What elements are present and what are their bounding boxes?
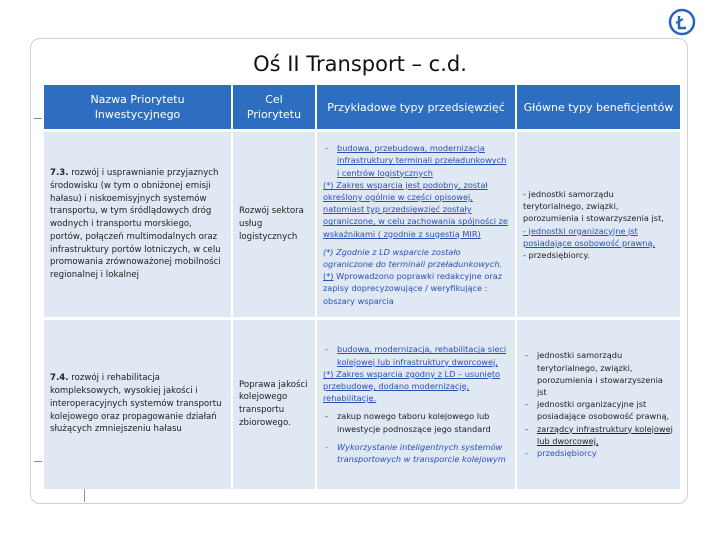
priority-name-cell [44, 131, 232, 319]
edit-note: (*) Zakres wsparcia jest podobny, został określony ogólnie w części opisowej, natomiast typ przedsięwzięć zostały ograniczone, w celu zachowania spójności ze wskaźnikami ( zgodnie z sugestią MIR) [323, 179, 508, 239]
page-title: Oś II Transport – c.d. [253, 52, 467, 76]
edit-note [323, 270, 509, 307]
side-marker [34, 461, 42, 462]
project-type-item: - budowa, przebudowa, modernizacja infrastruktury terminali przeładunkowych i centrów logistycznych [323, 142, 509, 179]
header-beneficiaries: Główne typy beneficjentów [516, 85, 680, 131]
beneficiary-item: - jednostki samorządu terytorialnego, związki, porozumienia i stowarzyszenia jst, [523, 188, 664, 224]
beneficiary-item: - zarządcy infrastruktury kolejowej lub dworcowej, [523, 423, 674, 447]
beneficiary-item: - jednostki samorządu terytorialnego, związki, porozumienia i stowarzyszenia jst [523, 349, 674, 398]
table-header-row [44, 85, 680, 131]
beneficiary-item: - jednostki organizacyjne jst posiadające osobowość prawną, [523, 398, 674, 422]
project-type-item: - budowa, modernizacja, rehabilitacja sieci kolejowej lub infrastruktury dworcowej, [323, 343, 509, 367]
edit-note-text: Wprowadzono poprawki redakcyjne oraz zapisy doprecyzowujące / weryfikujące : obszary wsparcia [323, 271, 503, 306]
beneficiaries-cell [516, 319, 680, 489]
edit-note: (*) Zakres wsparcia zgodny z LD – usunięto przebudowę, dodano modernizację, rehabilitację. [323, 368, 501, 404]
side-marker [34, 118, 42, 119]
header-priority-goal: Cel Priorytetu [232, 85, 316, 131]
priority-name-cell [44, 319, 232, 489]
priorities-table [44, 85, 680, 489]
header-project-types: Przykładowe typy przedsięwzięć [316, 85, 516, 131]
beneficiaries-cell [516, 131, 680, 319]
priority-number: 7.3. [50, 167, 69, 178]
priority-goal-cell: Poprawa jakości kolejowego transportu zbiorowego. [232, 319, 316, 489]
table-row [44, 319, 680, 489]
table-row [44, 131, 680, 319]
beneficiary-item: - jednostki organizacyjne jst posiadające osobowość prawną, [523, 225, 656, 248]
priority-text: rozwój i rehabilitacja kompleksowych, wysokiej jakości i interoperacyjnych systemów transportu kolejowego oraz propagowanie działań służących zmniejszeniu hałasu [50, 373, 222, 435]
priority-goal-cell: Rozwój sektora usług logistycznych [232, 131, 316, 319]
priority-number: 7.4. [50, 373, 69, 384]
edit-note-marker: (*) [323, 271, 334, 282]
project-types-cell [316, 131, 516, 319]
edit-note: (*) Zgodnie z LD wsparcie zostało ograniczone do terminali przeładunkowych. [323, 246, 503, 269]
project-type-item: - Wykorzystanie inteligentnych systemów transportowych w transporcie kolejowym [323, 441, 509, 465]
project-types-cell [316, 319, 516, 489]
priority-text: rozwój i usprawnianie przyjaznych środowisku (w tym o obniżonej emisji hałasu) i niskoemisyjnych systemów transportu, w tym śródlądowych dróg wodnych i transportu morskiego, portów, połączeń multimodalnych oraz infrastruktury portów lotniczych, w celu promowania zrównoważonej mobilności regionalnej i lokalnej [50, 167, 221, 281]
beneficiary-item: - przedsiębiorcy [523, 447, 674, 459]
header-priority-name: Nazwa Priorytetu Inwestycyjnego [44, 85, 232, 131]
project-type-item: - zakup nowego taboru kolejowego lub inwestycje podnoszące jego standard [323, 410, 509, 434]
beneficiary-item: - przedsiębiorcy. [523, 249, 590, 260]
logo-icon [668, 8, 696, 36]
